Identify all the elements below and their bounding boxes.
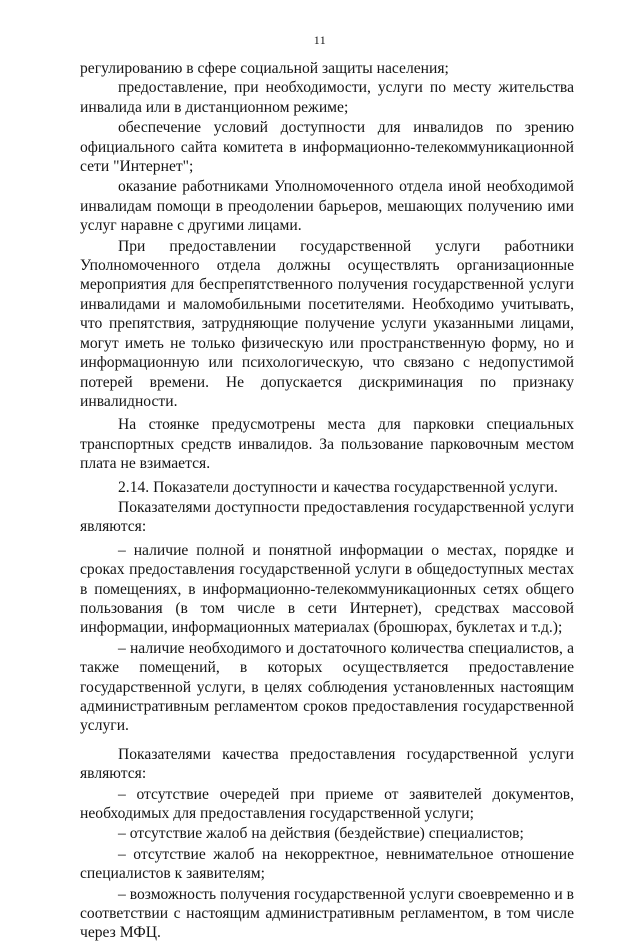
document-body xyxy=(80,59,574,943)
list-item-timely-service: – возможность получения государственной услуги своевременно и в соответствии с настоящим административным регламентом, в том числе через МФЦ. xyxy=(80,885,574,942)
paragraph-staff-assistance: оказание работниками Уполномоченного отдела иной необходимой инвалидам помощи в преодолении барьеров, мешающих получению ими услуг наравне с другими лицами. xyxy=(80,178,574,235)
paragraph-parking: На стоянке предусмотрены места для парковки специальных транспортных средств инвалидов. За пользование парковочным местом плата не взимается. xyxy=(80,416,574,473)
list-item-information-availability: – наличие полной и понятной информации о местах, порядке и сроках предоставления государственной услуги в общедоступных местах в помещениях, в информационно-телекоммуникационных сетях общего пользования (в том числе в сети Интернет), средствах массовой информации, информационных материалах (брошюрах, буклетах и т.д.); xyxy=(80,541,574,637)
list-item-no-complaints-actions: – отсутствие жалоб на действия (бездействие) специалистов; xyxy=(118,825,524,843)
list-item-staff-sufficiency: – наличие необходимого и достаточного количества специалистов, а также помещений, в которых осуществляется предоставление государственной услуги, в целях соблюдения установленных настоящим административным регламентом сроков предоставления государственной услуги. xyxy=(80,639,574,735)
page-number: 11 xyxy=(313,33,327,47)
paragraph-website-accessibility: обеспечение условий доступности для инвалидов по зрению официального сайта комитета в информационно-телекоммуникационной сети "Интернет"; xyxy=(80,119,574,176)
paragraph-organizational-measures: При предоставлении государственной услуги работники Уполномоченного отдела должны осуществлять организационные мероприятия для беспрепятственного получения государственной услуги инвалидами и маломобильными посетителями. Необходимо учитывать, что препятствия, затрудняющие получение услуги указанными лицами, могут иметь не только физическую или пространственную форму, но и информационную или психологическую, что связано с недопустимой потерей времени. Не допускается дискриминация по признаку инвалидности. xyxy=(80,237,574,410)
paragraph-continuation: регулированию в сфере социальной защиты населения; xyxy=(80,60,449,77)
section-heading-2-14: 2.14. Показатели доступности и качества государственной услуги. xyxy=(118,478,558,496)
list-item-no-complaints-attitude: – отсутствие жалоб на некорректное, невнимательное отношение специалистов к заявителям; xyxy=(80,845,574,883)
paragraph-quality-indicators-intro: Показателями качества предоставления государственной услуги являются: xyxy=(80,745,574,783)
paragraph-accessibility-indicators-intro: Показателями доступности предоставления государственной услуги являются: xyxy=(80,498,574,536)
paragraph-service-at-residence: предоставление, при необходимости, услуги по месту жительства инвалида или в дистанционном режиме; xyxy=(80,79,574,116)
list-item-no-queues: – отсутствие очередей при приеме от заявителей документов, необходимых для предоставления государственной услуги; xyxy=(80,785,574,823)
